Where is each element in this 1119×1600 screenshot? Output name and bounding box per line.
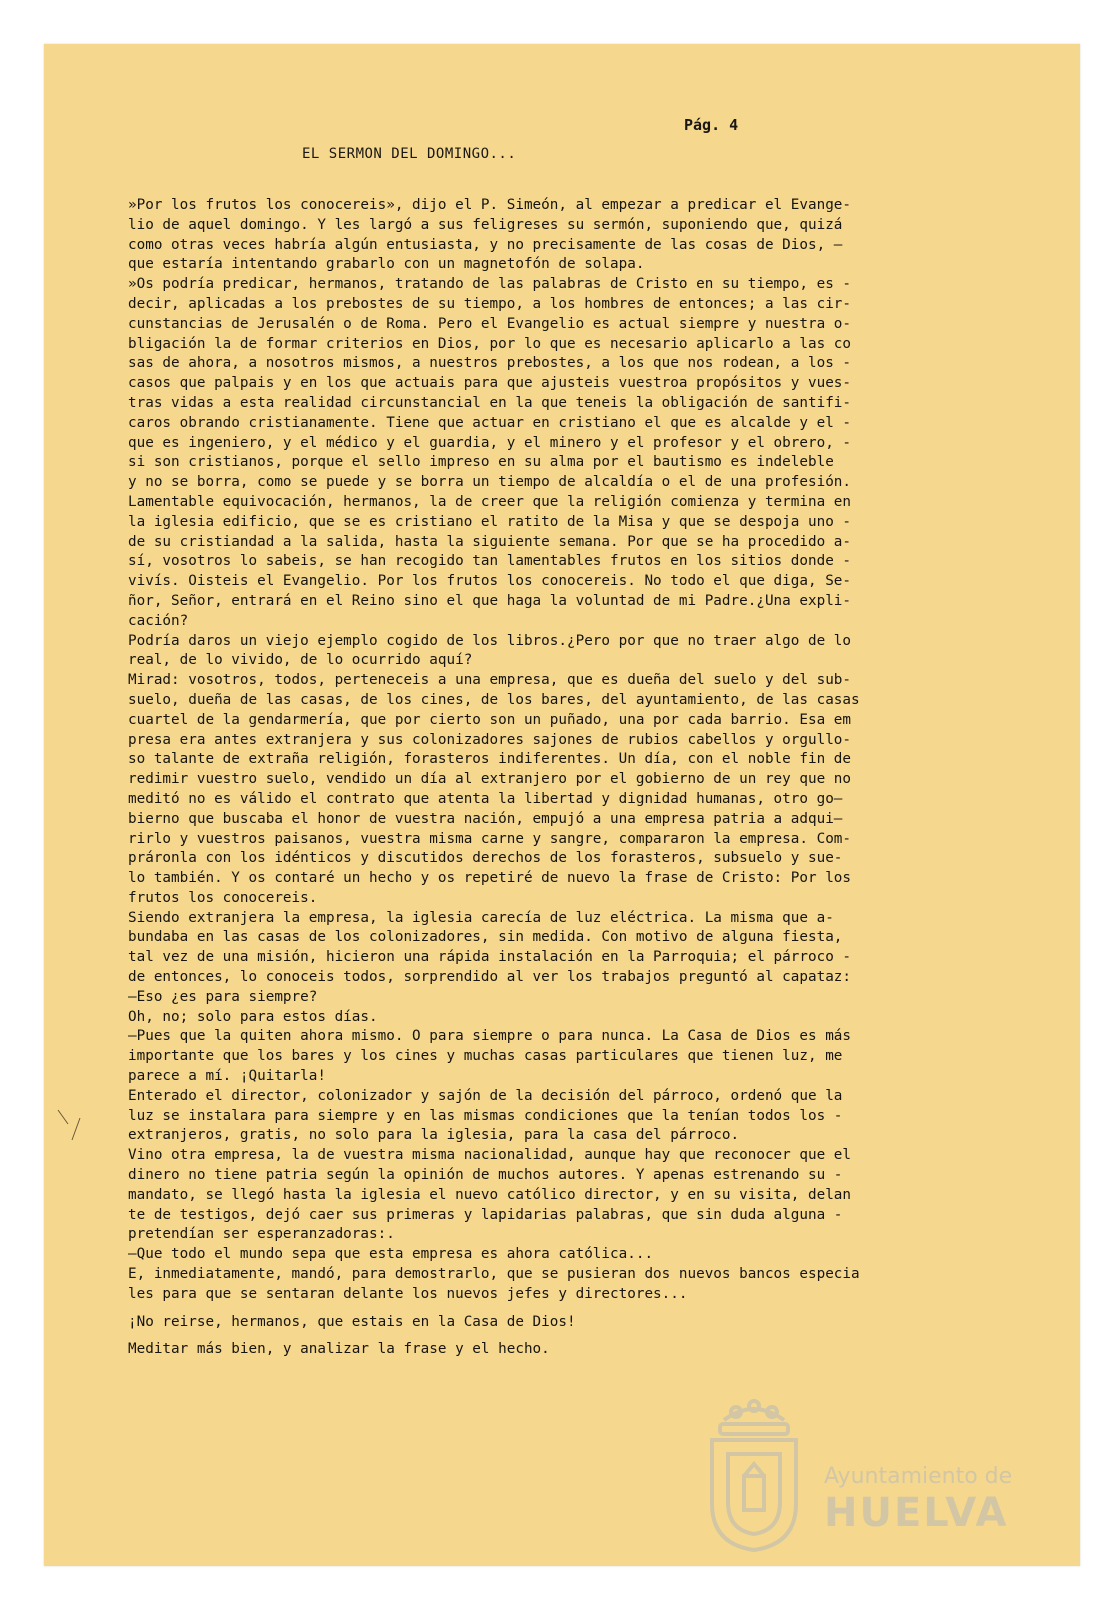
text-line: tal vez de una misión, hicieron una rápida instalación en la Parroquia; el párroco - [128, 949, 852, 966]
watermark-text-line1: Ayuntamiento de [824, 1464, 1013, 1489]
text-line: Podría daros un viejo ejemplo cogido de los libros.¿Pero por que no traer algo de lo [128, 632, 852, 649]
text-line: práronla con los idénticos y discutidos derechos de los forasteros, subsuelo y sue- [128, 850, 843, 867]
text-line: real, de lo vivido, de lo ocurrido aquí? [128, 652, 473, 669]
text-line: casos que palpais y en los que actuais para que ajusteis vuestroa propósitos y vues- [128, 375, 852, 392]
text-line: de su cristiandad a la salida, hasta la siguiente semana. Por que se ha procedido a- [128, 533, 852, 550]
watermark-text-line2: HUELVA [824, 1490, 1009, 1536]
text-line: si son cristianos, porque el sello impreso en su alma por el bautismo es indeleble [128, 454, 834, 471]
text-line: decir, aplicadas a los prebostes de su tiempo, a los hombres de entonces; a las cir- [128, 295, 852, 312]
text-line: como otras veces habría algún entusiasta, y no precisamente de las cosas de Dios, — [128, 236, 843, 253]
text-line: luz se instalara para siempre y en las mismas condiciones que la tenían todos los - [128, 1107, 843, 1124]
text-line: »Os podría predicar, hermanos, tratando de las palabras de Cristo en su tiempo, es - [128, 276, 852, 293]
text-line: les para que se sentaran delante los nuevos jefes y directores... [128, 1285, 688, 1302]
text-line: que es ingeniero, y el médico y el guardia, y el minero y el profesor y el obrero, - [128, 434, 852, 451]
text-line: Oh, no; solo para estos días. [128, 1008, 378, 1025]
text-line: meditó no es válido el contrato que atenta la libertad y dignidad humanas, otro go— [128, 790, 843, 807]
text-line: bligación la de formar criterios en Dios, por lo que es necesario aplicarlo a las co [128, 335, 852, 352]
closing-line: Meditar más bien, y analizar la frase y el hecho. [128, 1341, 550, 1358]
text-line: —Pues que la quiten ahora mismo. O para siempre o para nunca. La Casa de Dios es más [128, 1028, 852, 1045]
text-line: E, inmediatamente, mandó, para demostrarlo, que se pusieran dos nuevos bancos especia [128, 1266, 860, 1283]
text-line: »Por los frutos los conocereis», dijo el P. Simeón, al empezar a predicar el Evange- [128, 197, 852, 213]
text-line: cuartel de la gendarmería, que por cierto son un puñado, una por cada barrio. Esa em [128, 711, 852, 728]
text-line: Siendo extranjera la empresa, la iglesia carecía de luz eléctrica. La misma que a- [128, 909, 834, 926]
text-line: tras vidas a esta realidad circunstancial en la que teneis la obligación de santifi- [128, 394, 852, 411]
text-line: de entonces, lo conoceis todos, sorprendido al ver los trabajos preguntó al capataz: [128, 969, 852, 986]
text-line: extranjeros, gratis, no solo para la iglesia, para la casa del párroco. [128, 1127, 740, 1144]
text-line: so talante de extraña religión, forasteros indiferentes. Un día, con el noble fin de [128, 751, 852, 768]
text-line: —Eso ¿es para siempre? [128, 988, 318, 1005]
watermark [684, 1394, 1024, 1554]
paragraph-gap [128, 1332, 1008, 1340]
text-line: importante que los bares y los cines y muchas casas particulares que tienen luz, me [128, 1048, 843, 1065]
text-line: caros obrando cristianamente. Tiene que actuar en cristiano el que es alcalde y el - [128, 414, 852, 431]
text-line: mandato, se llegó hasta la iglesia el nuevo católico director, y en su visita, delan [128, 1186, 852, 1203]
coat-of-arms-icon [694, 1394, 814, 1554]
document-title: EL SERMON DEL DOMINGO... [302, 146, 517, 162]
text-line: ñor, Señor, entrará en el Reino sino el que haga la voluntad de mi Padre.¿Una expli- [128, 592, 852, 609]
text-line: vivís. Oisteis el Evangelio. Por los frutos los conocereis. No todo el que diga, Se- [128, 573, 852, 590]
text-line: redimir vuestro suelo, vendido un día al extranjero por el gobierno de un rey que no [128, 771, 852, 788]
text-line: dinero no tiene patria según la opinión de muchos autores. Y apenas estrenando su - [128, 1167, 843, 1184]
text-line: —Que todo el mundo sepa que esta empresa es ahora católica... [128, 1246, 654, 1263]
text-line: bundaba en las casas de los colonizadores, sin medida. Con motivo de alguna fiesta, [128, 929, 843, 946]
text-line: rirlo y vuestros paisanos, vuestra misma carne y sangre, compararon la empresa. Com- [128, 830, 852, 847]
text-line: te de testigos, dejó caer sus primeras y lapidarias palabras, que sin duda alguna - [128, 1206, 843, 1223]
paragraph-gap [128, 1305, 1008, 1313]
text-line: bierno que buscaba el honor de vuestra nación, empujó a una empresa patria a adqui— [128, 810, 843, 827]
margin-pencil-mark [54, 1104, 84, 1144]
text-line: Vino otra empresa, la de vuestra misma nacionalidad, aunque hay que reconocer que el [128, 1147, 852, 1164]
text-line: sí, vosotros lo sabeis, se han recogido tan lamentables frutos en los sitios donde - [128, 553, 852, 570]
sermon-text [128, 196, 1008, 1360]
text-line: presa era antes extranjera y sus colonizadores sajones de rubios cabellos y orgullo- [128, 731, 852, 748]
text-line: cunstancias de Jerusalén o de Roma. Pero el Evangelio es actual siempre y nuestra o- [128, 315, 852, 332]
text-line: lio de aquel domingo. Y les largó a sus feligreses su sermón, suponiendo que, quizá [128, 216, 843, 233]
text-line: Mirad: vosotros, todos, perteneceis a una empresa, que es dueña del suelo y del sub- [128, 672, 852, 689]
text-line: suelo, dueña de las casas, de los cines, de los bares, del ayuntamiento, de las casas [128, 691, 860, 708]
text-line: Lamentable equivocación, hermanos, la de creer que la religión comienza y termina en [128, 493, 852, 510]
document-page [44, 44, 1080, 1566]
text-line: frutos los conocereis. [128, 889, 318, 906]
text-line: Enterado el director, colonizador y sajón de la decisión del párroco, ordenó que la [128, 1087, 843, 1104]
text-line: pretendían ser esperanzadoras:. [128, 1226, 395, 1243]
text-line: y no se borra, como se puede y se borra un tiempo de alcaldía o el de una profesión. [128, 474, 852, 491]
text-line: que estaría intentando grabarlo con un magnetofón de solapa. [128, 256, 645, 273]
closing-line: ¡No reirse, hermanos, que estais en la Casa de Dios! [128, 1313, 576, 1330]
text-line: la iglesia edificio, que se es cristiano el ratito de la Misa y que se despoja uno - [128, 513, 852, 530]
page-number: Pág. 4 [684, 116, 739, 134]
text-line: lo también. Y os contaré un hecho y os repetiré de nuevo la frase de Cristo: Por los [128, 870, 852, 887]
text-line: parece a mí. ¡Quitarla! [128, 1068, 326, 1085]
text-line: cación? [128, 612, 189, 629]
text-line: sas de ahora, a nosotros mismos, a nuestros prebostes, a los que nos rodean, a los - [128, 355, 852, 372]
